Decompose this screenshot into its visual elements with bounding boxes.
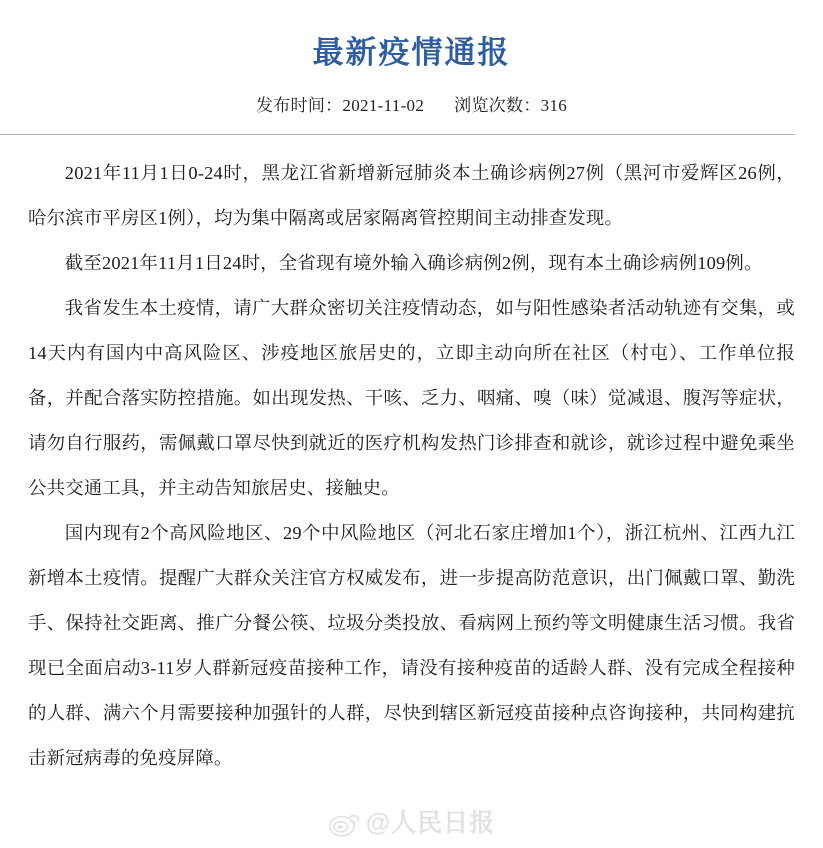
article-paragraph: 截至2021年11月1日24时，全省现有境外输入确诊病例2例，现有本土确诊病例109例。 xyxy=(64,252,763,273)
article-paragraph: 2021年11月1日0-24时，黑龙江省新增新冠肺炎本土确诊病例27例（黑河市爱辉区26例，哈尔滨市平房区1例），均为集中隔离或居家隔离管控期间主动排查发现。 xyxy=(28,162,795,228)
article-paragraph: 国内现有2个高风险地区、29个中风险地区（河北石家庄增加1个），浙江杭州、江西九江新增本土疫情。提醒广大群众关注官方权威发布，进一步提高防范意识，出门佩戴口罩、勤洗手、保持社交距离、推广分餐公筷、垃圾分类投放、看病网上预约等文明健康生活习惯。我省现已全面启动3-11岁人群新冠疫苗接种工作，请没有接种疫苗的适龄人群、没有完成全程接种的人群、满六个月需要接种加强针的人群，尽快到辖区新冠疫苗接种点咨询接种，共同构建抗击新冠病毒的免疫屏障。 xyxy=(28,522,795,768)
article-body xyxy=(0,135,823,781)
view-count: 浏览次数：316 xyxy=(454,95,568,115)
watermark-label: @人民日报 xyxy=(365,808,496,837)
article-header xyxy=(0,0,823,116)
publish-time: 发布时间：2021-11-02 xyxy=(255,95,425,115)
article-paragraph: 我省发生本土疫情，请广大群众密切关注疫情动态，如与阳性感染者活动轨迹有交集，或14天内有国内中高风险区、涉疫地区旅居史的，立即主动向所在社区（村屯）、工作单位报备，并配合落实防控措施。如出现发热、干咳、乏力、咽痛、嗅（味）觉减退、腹泻等症状，请勿自行服药，需佩戴口罩尽快到就近的医疗机构发热门诊排查和就诊，就诊过程中避免乘坐公共交通工具，并主动告知旅居史、接触史。 xyxy=(28,297,795,498)
page-title: 最新疫情通报 xyxy=(312,35,511,70)
weibo-logo-icon xyxy=(328,808,362,838)
watermark xyxy=(0,808,823,838)
article-meta xyxy=(0,91,823,116)
